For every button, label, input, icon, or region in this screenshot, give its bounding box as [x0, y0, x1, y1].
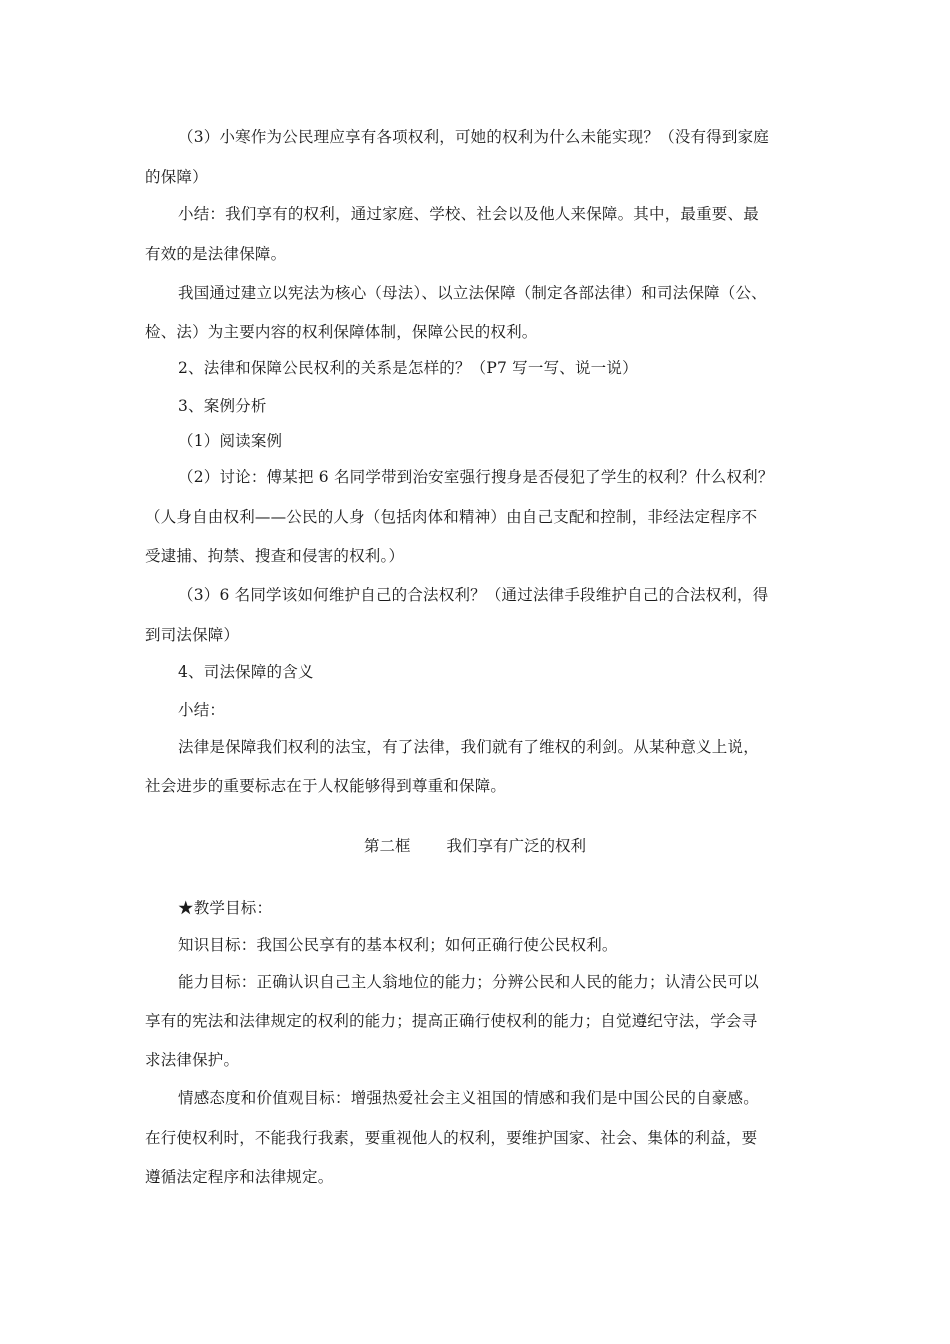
paragraph-line: 遵循法定程序和法律规定。 [145, 1168, 334, 1186]
objectives-heading: ★教学目标： [178, 899, 273, 917]
paragraph-line: 能力目标：正确认识自己主人翁地位的能力；分辨公民和人民的能力；认清公民可以 [178, 973, 759, 991]
paragraph-line: 小结： [178, 701, 226, 719]
paragraph-line: 2、法律和保障公民权利的关系是怎样的？（P7 写一写、说一说） [178, 359, 638, 377]
paragraph-line: 享有的宪法和法律规定的权利的能力；提高正确行使权利的能力；自觉遵纪守法，学会寻 [145, 1012, 758, 1030]
paragraph-line: 到司法保障） [145, 626, 240, 644]
paragraph-line: 社会进步的重要标志在于人权能够得到尊重和保障。 [145, 777, 507, 795]
paragraph-line: 知识目标：我国公民享有的基本权利；如何正确行使公民权利。 [178, 936, 618, 954]
paragraph-line: 情感态度和价值观目标：增强热爱社会主义祖国的情感和我们是中国公民的自豪感。 [178, 1089, 759, 1107]
paragraph-line: 求法律保护。 [145, 1051, 240, 1069]
paragraph-line: （1）阅读案例 [178, 432, 283, 450]
paragraph-line: 的保障） [145, 168, 208, 186]
section-title-number: 第二框 [363, 837, 411, 855]
paragraph-line: 我国通过建立以宪法为核心（母法）、以立法保障（制定各部法律）和司法保障（公、 [178, 284, 767, 302]
paragraph-line: 3、案例分析 [178, 397, 267, 415]
paragraph-line: 法律是保障我们权利的法宝，有了法律，我们就有了维权的利剑。从某种意义上说， [178, 738, 759, 756]
paragraph-line: 有效的是法律保障。 [145, 245, 287, 263]
paragraph-line: （3）6 名同学该如何维护自己的合法权利？（通过法律手段维护自己的合法权利，得 [178, 586, 769, 604]
paragraph-line: 小结：我们享有的权利，通过家庭、学校、社会以及他人来保障。其中，最重要、最 [178, 205, 759, 223]
section-title-text: 我们享有广泛的权利 [446, 837, 587, 855]
paragraph-line: 受逮捕、拘禁、搜查和侵害的权利。） [145, 547, 405, 565]
paragraph-line: 在行使权利时，不能我行我素，要重视他人的权利，要维护国家、社会、集体的利益，要 [145, 1129, 758, 1147]
paragraph-line: （2）讨论：傅某把 6 名同学带到治安室强行搜身是否侵犯了学生的权利？什么权利？ [178, 468, 774, 486]
paragraph-line: 检、法）为主要内容的权利保障体制，保障公民的权利。 [145, 323, 538, 341]
section-title [0, 836, 950, 856]
paragraph-line: （3）小寒作为公民理应享有各项权利，可她的权利为什么未能实现？（没有得到家庭 [178, 128, 769, 146]
paragraph-line: 4、司法保障的含义 [178, 663, 314, 681]
paragraph-line: （人身自由权利——公民的人身（包括肉体和精神）由自己支配和控制，非经法定程序不 [145, 508, 758, 526]
